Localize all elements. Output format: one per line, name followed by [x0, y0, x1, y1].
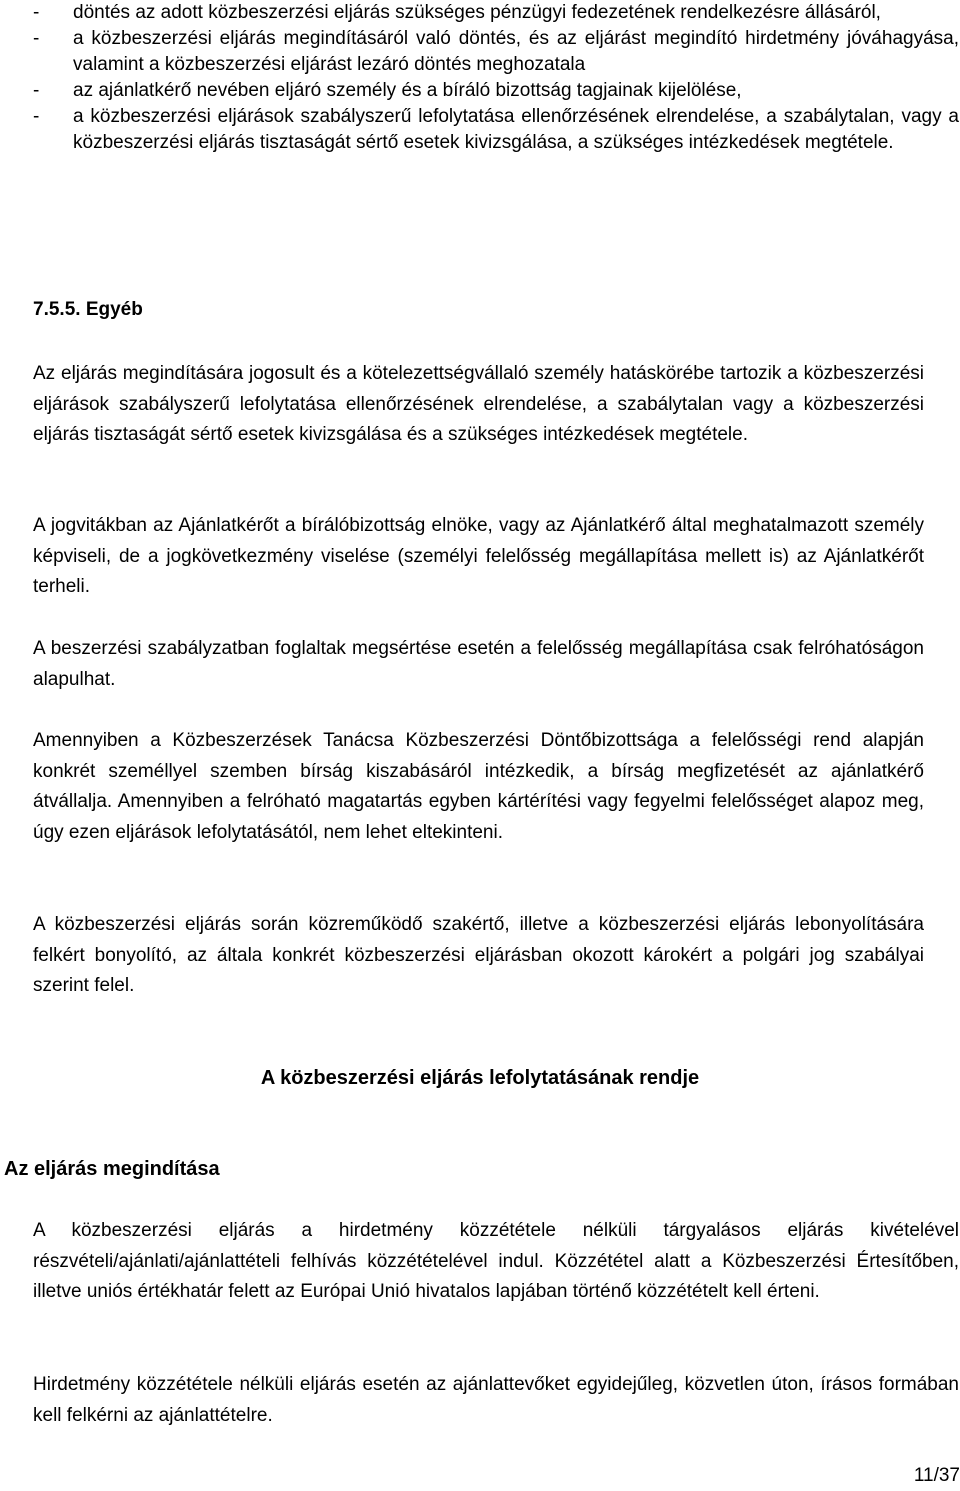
bullet-item: - a közbeszerzési eljárás megindításáról való döntés, és az eljárást megindító hirdetmény jóváhagyása, valamint a közbeszerzési eljárást lezáró döntés meghozatala: [33, 26, 959, 78]
bullet-list: [33, 0, 959, 156]
paragraph: Amennyiben a Közbeszerzések Tanácsa Közbeszerzési Döntőbizottsága a felelősségi rend alapján konkrét személlyel szemben bírság kiszabásáról intézkedik, a bírság megfizetését az ajánlatkérő átvállalja. Amennyiben a felróható magatartás egyben kártérítési vagy fegyelmi felelősséget alapoz meg, úgy ezen eljárások lefolytatásától, nem lehet eltekinteni.: [33, 730, 924, 843]
paragraph: Hirdetmény közzététele nélküli eljárás esetén az ajánlattevőket egyidejűleg, közvetlen úton, írásos formában kell felkérni az ajánlattételre.: [33, 1374, 959, 1426]
sub-heading: Az eljárás megindítása: [4, 1158, 220, 1180]
chapter-heading: A közbeszerzési eljárás lefolytatásának rendje: [260, 1067, 700, 1089]
bullet-item: - az ajánlatkérő nevében eljáró személy és a bíráló bizottság tagjainak kijelölése,: [33, 78, 959, 104]
section-heading: 7.5.5. Egyéb: [33, 299, 143, 320]
paragraph: A beszerzési szabályzatban foglaltak megsértése esetén a felelősség megállapítása csak felróhatóságon alapulhat.: [33, 638, 924, 690]
page-number: 11/37: [913, 1465, 960, 1486]
paragraph: Az eljárás megindítására jogosult és a kötelezettségvállaló személy hatáskörébe tartozik a közbeszerzési eljárások szabályszerű lefolytatása ellenőrzésének elrendelése, a szabálytalan vagy a közbeszerzési eljárás tisztaságát sértő esetek kivizsgálása és a szükséges intézkedések megtétele.: [33, 363, 924, 445]
paragraph: A közbeszerzési eljárás során közreműködő szakértő, illetve a közbeszerzési eljárás lebonyolítására felkért bonyolító, az általa konkrét közbeszerzési eljárásban okozott károkért a polgári jog szabályai szerint felel.: [33, 914, 924, 996]
paragraph: A közbeszerzési eljárás a hirdetmény közzététele nélküli tárgyalásos eljárás kivételével részvételi/ajánlati/ajánlattételi felhívás közzétételével indul. Közzététel alatt a Közbeszerzési Értesítőben, illetve uniós értékhatár felett az Európai Unió hivatalos lapjában történő közzétételt kell érteni.: [33, 1220, 959, 1302]
bullet-item: - döntés az adott közbeszerzési eljárás szükséges pénzügyi fedezetének rendelkezésre állásáról,: [33, 0, 959, 26]
bullet-item: - a közbeszerzési eljárások szabályszerű lefolytatása ellenőrzésének elrendelése, a szabálytalan, vagy a közbeszerzési eljárás tisztaságát sértő esetek kivizsgálása, a szükséges intézkedések megtétele.: [33, 104, 959, 156]
paragraph: A jogvitákban az Ajánlatkérőt a bírálóbizottság elnöke, vagy az Ajánlatkérő által meghatalmazott személy képviseli, de a jogkövetkezmény viselése (személyi felelősség megállapítása mellett is) az Ajánlatkérőt terheli.: [33, 515, 924, 597]
